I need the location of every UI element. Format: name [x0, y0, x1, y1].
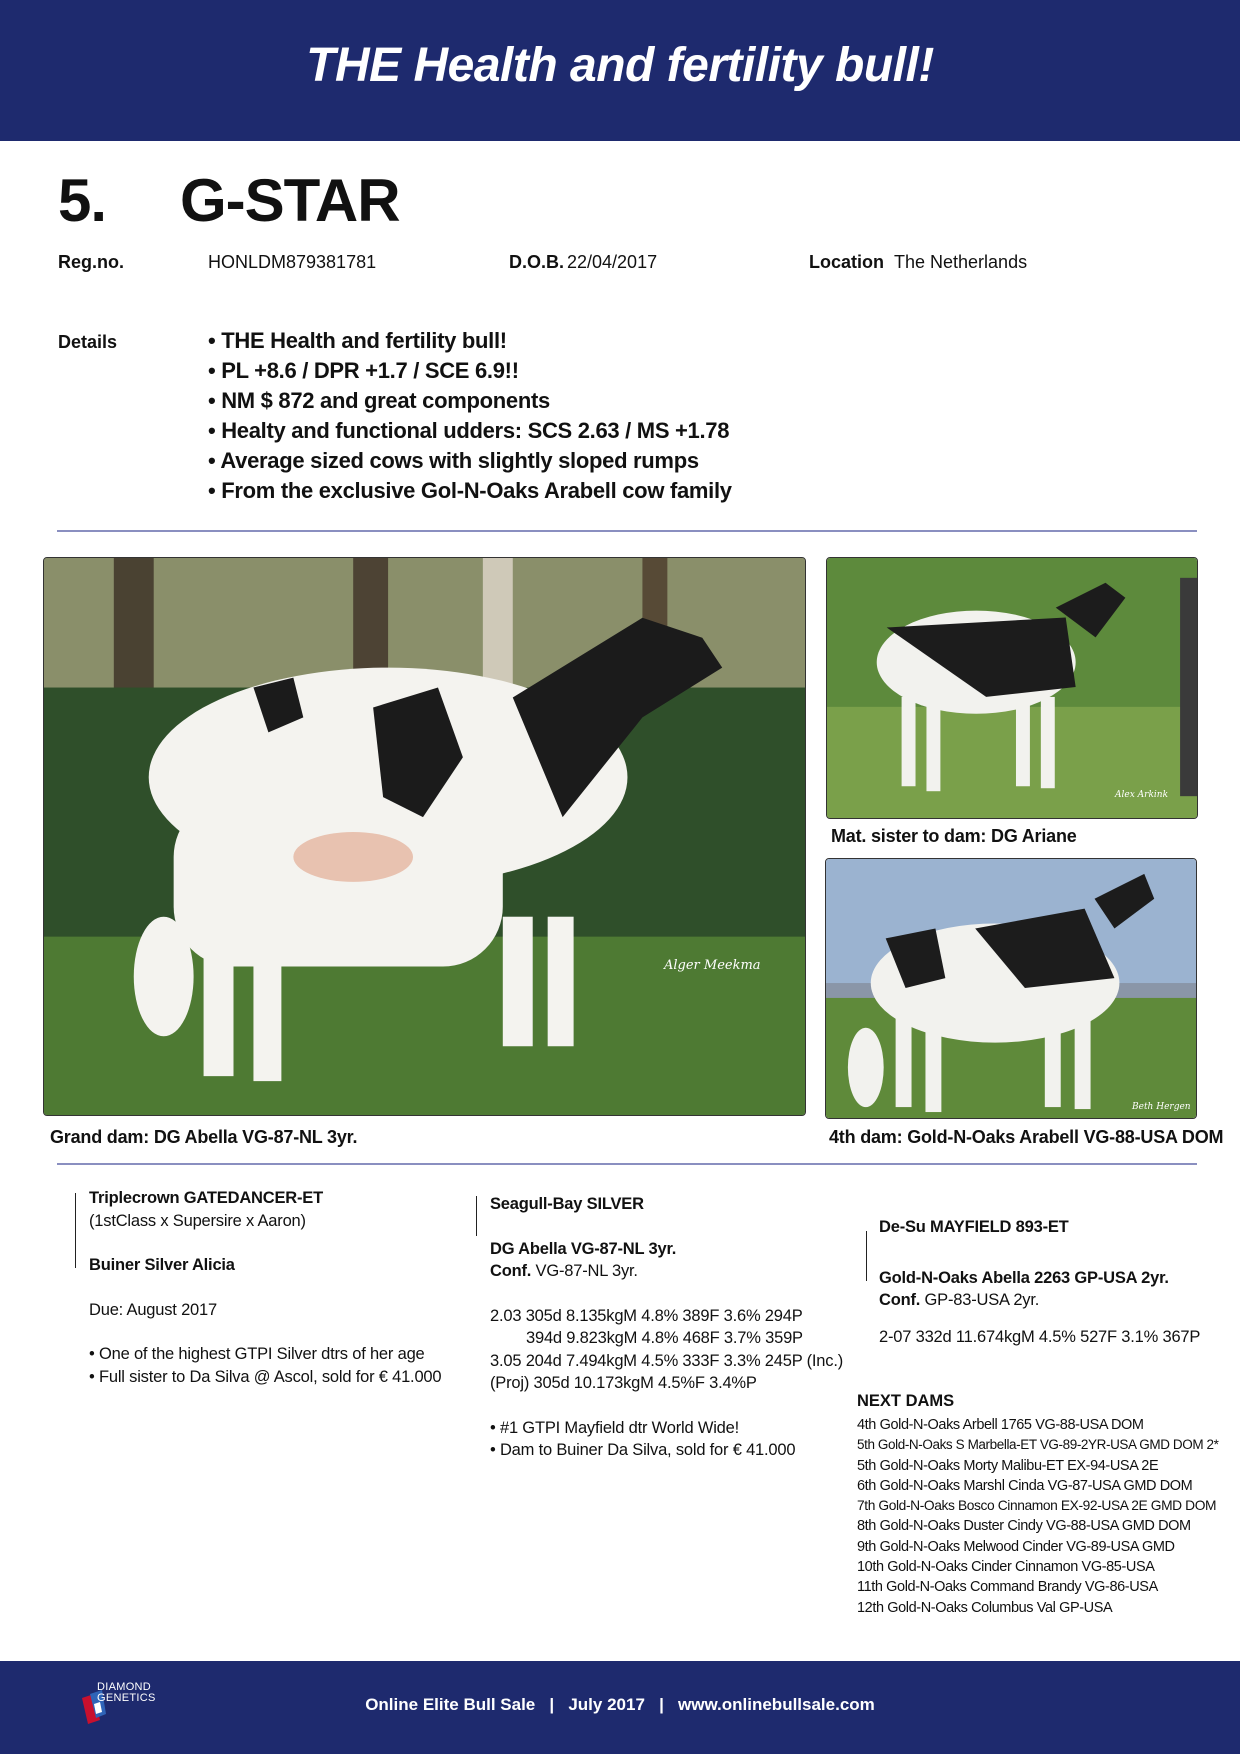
photo-credit: Alger Meekma	[664, 958, 761, 973]
list-item: 11th Gold-N-Oaks Command Brandy VG-86-USA	[857, 1579, 1158, 1596]
pedigree-col2	[490, 1193, 843, 1462]
pedigree-bracket	[476, 1196, 477, 1236]
details-item: • THE Health and fertility bull!	[208, 326, 732, 356]
production-record: (Proj) 305d 10.173kgM 4.5%F 3.4%P	[490, 1374, 757, 1392]
details-label: Details	[58, 332, 118, 352]
dob-label: D.O.B.	[509, 252, 565, 272]
details-item: • Healty and functional udders: SCS 2.63 / MS +1.78	[208, 416, 732, 446]
lot-number: 5.	[58, 167, 107, 234]
list-item: 6th Gold-N-Oaks Marshl Cinda VG-87-USA GMD DOM	[857, 1477, 1193, 1494]
reg-value: HONLDM879381781	[208, 252, 377, 272]
list-item: 5th Gold-N-Oaks Morty Malibu-ET EX-94-USA 2E	[857, 1457, 1159, 1474]
next-dams-title: NEXT DAMS	[857, 1392, 955, 1410]
fourth-dam-photo	[825, 858, 1197, 1119]
sire-name: De-Su MAYFIELD 893-ET	[879, 1218, 1069, 1236]
reg-label: Reg.no.	[58, 252, 124, 272]
production-record: 2-07 332d 11.674kgM 4.5% 527F 3.1% 367P	[879, 1327, 1201, 1346]
due-date: Due: August 2017	[89, 1300, 217, 1319]
top-right-photo-caption: Mat. sister to dam: DG Ariane	[831, 826, 1077, 846]
divider-bottom	[57, 1163, 1197, 1165]
sire-lineage: (1stClass x Supersire x Aaron)	[89, 1211, 306, 1230]
bull-name: G-STAR	[180, 167, 400, 234]
dam-conformation: Conf. VG-87-NL 3yr.	[490, 1262, 638, 1280]
dob-value: 22/04/2017	[567, 252, 658, 272]
pedigree-bracket	[866, 1231, 867, 1281]
header-title: THE Health and fertility bull!	[306, 39, 934, 92]
mat-sister-photo	[826, 557, 1198, 819]
list-item: 5th Gold-N-Oaks S Marbella-ET VG-89-2YR-USA GMD DOM 2*	[857, 1437, 1219, 1453]
divider-top	[57, 530, 1197, 532]
main-photo-caption: Grand dam: DG Abella VG-87-NL 3yr.	[50, 1127, 358, 1147]
next-dams-list	[857, 1415, 1219, 1618]
dam-name: Gold-N-Oaks Abella 2263 GP-USA 2yr.	[879, 1268, 1169, 1287]
production-record: 394d 9.823kgM 4.8% 468F 3.7% 359P	[526, 1329, 803, 1347]
pedigree-col3	[879, 1216, 1200, 1348]
list-item: 12th Gold-N-Oaks Columbus Val GP-USA	[857, 1599, 1113, 1616]
footer-text: Online Elite Bull Sale | July 2017 | www.onlinebullsale.com	[365, 1695, 875, 1714]
pedigree-bullet: • Full sister to Da Silva @ Ascol, sold for € 41.000	[89, 1367, 442, 1386]
list-item: 7th Gold-N-Oaks Bosco Cinnamon EX-92-USA 2E GMD DOM	[857, 1498, 1217, 1514]
list-item: 9th Gold-N-Oaks Melwood Cinder VG-89-USA GMD	[857, 1538, 1175, 1555]
sire-name: Seagull-Bay SILVER	[490, 1195, 644, 1213]
dam-conformation: Conf. GP-83-USA 2yr.	[879, 1291, 1040, 1309]
details-item: • NM $ 872 and great components	[208, 386, 732, 416]
pedigree-bullet: • One of the highest GTPI Silver dtrs of her age	[89, 1345, 425, 1363]
sire-name: Triplecrown GATEDANCER-ET	[89, 1189, 323, 1207]
pedigree-bracket	[75, 1193, 76, 1268]
details-item: • From the exclusive Gol-N-Oaks Arabell cow family	[208, 476, 732, 506]
location-label: Location	[809, 252, 884, 272]
list-item: 8th Gold-N-Oaks Duster Cindy VG-88-USA GMD DOM	[857, 1518, 1191, 1535]
pedigree-bullet: • Dam to Buiner Da Silva, sold for € 41.000	[490, 1441, 796, 1459]
bottom-right-photo-caption: 4th dam: Gold-N-Oaks Arabell VG-88-USA DOM	[829, 1127, 1224, 1147]
pedigree-bullet: • #1 GTPI Mayfield dtr World Wide!	[490, 1418, 740, 1437]
details-item: • Average sized cows with slightly sloped rumps	[208, 446, 732, 476]
logo-text: DIAMOND GENETICS	[97, 1681, 156, 1704]
details-list	[208, 326, 732, 506]
production-record: 3.05 204d 7.494kgM 4.5% 333F 3.3% 245P (Inc.)	[490, 1351, 844, 1370]
details-item: • PL +8.6 / DPR +1.7 / SCE 6.9!!	[208, 356, 732, 386]
dam-name: Buiner Silver Alicia	[89, 1256, 235, 1274]
photo-credit: Beth Hergen	[1132, 1102, 1191, 1112]
pedigree-col1	[89, 1187, 441, 1388]
location-value: The Netherlands	[894, 252, 1028, 272]
list-item: 4th Gold-N-Oaks Arbell 1765 VG-88-USA DOM	[857, 1417, 1144, 1433]
photo-credit: Alex Arkink	[1115, 790, 1169, 800]
dam-name: DG Abella VG-87-NL 3yr.	[490, 1239, 677, 1258]
main-cow-photo	[43, 557, 806, 1116]
list-item: 10th Gold-N-Oaks Cinder Cinnamon VG-85-USA	[857, 1559, 1155, 1576]
production-record: 2.03 305d 8.135kgM 4.8% 389F 3.6% 294P	[490, 1306, 803, 1325]
